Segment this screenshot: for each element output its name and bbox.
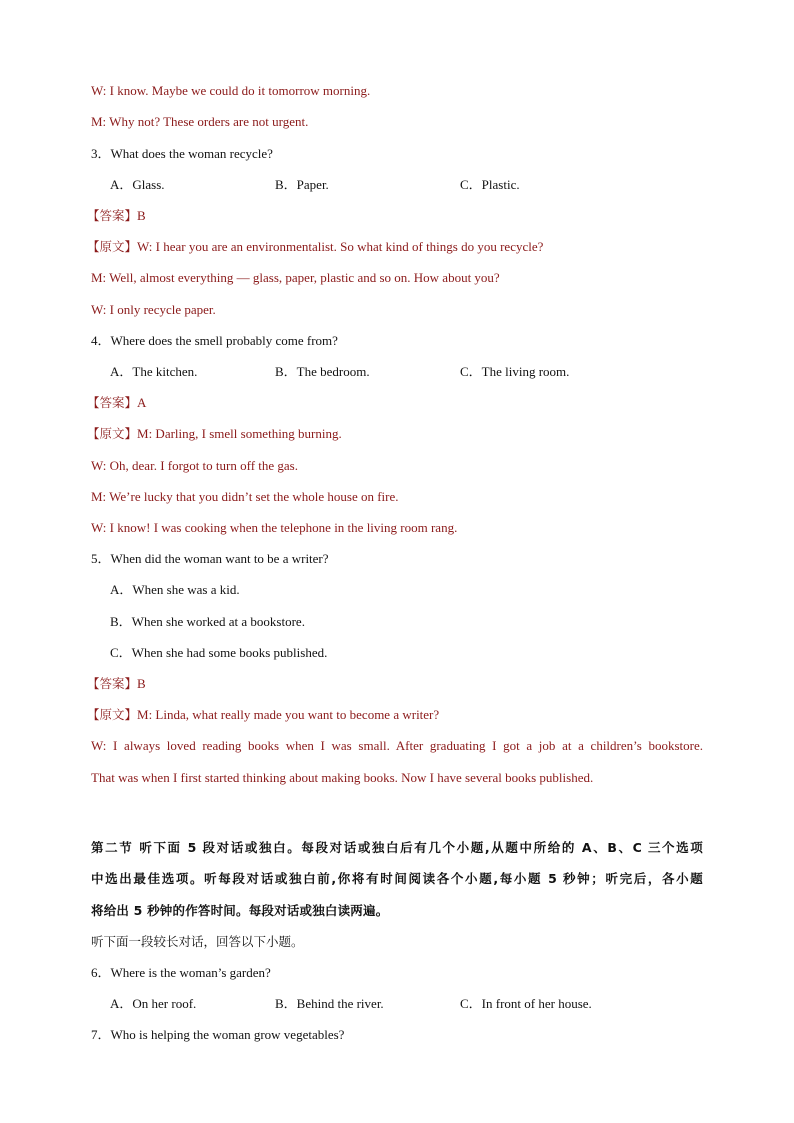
dialogue-line: M: Why not? These orders are not urgent. <box>91 114 309 129</box>
option-b: B．When she worked at a bookstore. <box>110 614 305 629</box>
original-tag: 【原文】 <box>87 239 138 254</box>
dialogue-line: That was when I first started thinking about making books. Now I have several books published. <box>91 770 594 785</box>
answer-line <box>87 208 146 224</box>
option-c: C．In front of her house. <box>460 996 592 1011</box>
section-intro: 听下面一段较长对话，回答以下小题。 <box>91 934 304 949</box>
option-a: A．On her roof. <box>110 996 197 1011</box>
answer-tag: 【答案】 <box>87 395 138 410</box>
answer-value: A <box>137 395 147 410</box>
original-text: M: Darling, I smell something burning. <box>137 426 342 441</box>
option-c: C．When she had some books published. <box>110 645 328 660</box>
original-text: W: I hear you are an environmentalist. So what kind of things do you recycle? <box>137 239 544 254</box>
section-instructions: 第二节 听下面 5 段对话或独白。每段对话或独白后有几个小题,从题中所给的 A、B、C 三个选项 <box>91 840 703 855</box>
original-text-line <box>87 707 439 723</box>
option-c: C．The living room. <box>460 364 570 379</box>
dialogue-line: W: I know! I was cooking when the telephone in the living room rang. <box>91 520 458 535</box>
section-instructions: 中选出最佳选项。听每段对话或独白前,你将有时间阅读各个小题,每小题 5 秒钟；听完后，各小题 <box>91 871 703 886</box>
option-a: A．The kitchen. <box>110 364 198 379</box>
option-a: A．Glass. <box>110 177 165 192</box>
answer-tag: 【答案】 <box>87 208 138 223</box>
section-instructions: 将给出 5 秒钟的作答时间。每段对话或独白读两遍。 <box>91 903 389 918</box>
dialogue-line: M: We’re lucky that you didn’t set the whole house on fire. <box>91 489 399 504</box>
original-text-line <box>87 426 342 442</box>
dialogue-line: W: I only recycle paper. <box>91 302 216 317</box>
original-text-line <box>87 239 543 255</box>
answer-value: B <box>137 676 146 691</box>
original-text: M: Linda, what really made you want to become a writer? <box>137 707 440 722</box>
question-6: 6．Where is the woman’s garden? <box>91 965 271 980</box>
question-3: 3．What does the woman recycle? <box>91 146 273 161</box>
original-tag: 【原文】 <box>87 426 138 441</box>
dialogue-line: M: Well, almost everything — glass, paper, plastic and so on. How about you? <box>91 270 500 285</box>
dialogue-line: W: Oh, dear. I forgot to turn off the gas. <box>91 458 298 473</box>
option-b: B．The bedroom. <box>275 364 370 379</box>
option-b: B．Paper. <box>275 177 329 192</box>
option-b: B．Behind the river. <box>275 996 384 1011</box>
option-c: C．Plastic. <box>460 177 520 192</box>
original-tag: 【原文】 <box>87 707 138 722</box>
question-7: 7．Who is helping the woman grow vegetables? <box>91 1027 345 1042</box>
answer-line <box>87 676 146 692</box>
question-4: 4．Where does the smell probably come from? <box>91 333 338 348</box>
dialogue-line: W: I always loved reading books when I was small. After graduating I got a job at a children’s bookstore. <box>91 738 703 753</box>
answer-line <box>87 395 146 411</box>
answer-value: B <box>137 208 146 223</box>
answer-tag: 【答案】 <box>87 676 138 691</box>
option-a: A．When she was a kid. <box>110 582 240 597</box>
dialogue-line: W: I know. Maybe we could do it tomorrow morning. <box>91 83 371 98</box>
question-5: 5．When did the woman want to be a writer? <box>91 551 329 566</box>
